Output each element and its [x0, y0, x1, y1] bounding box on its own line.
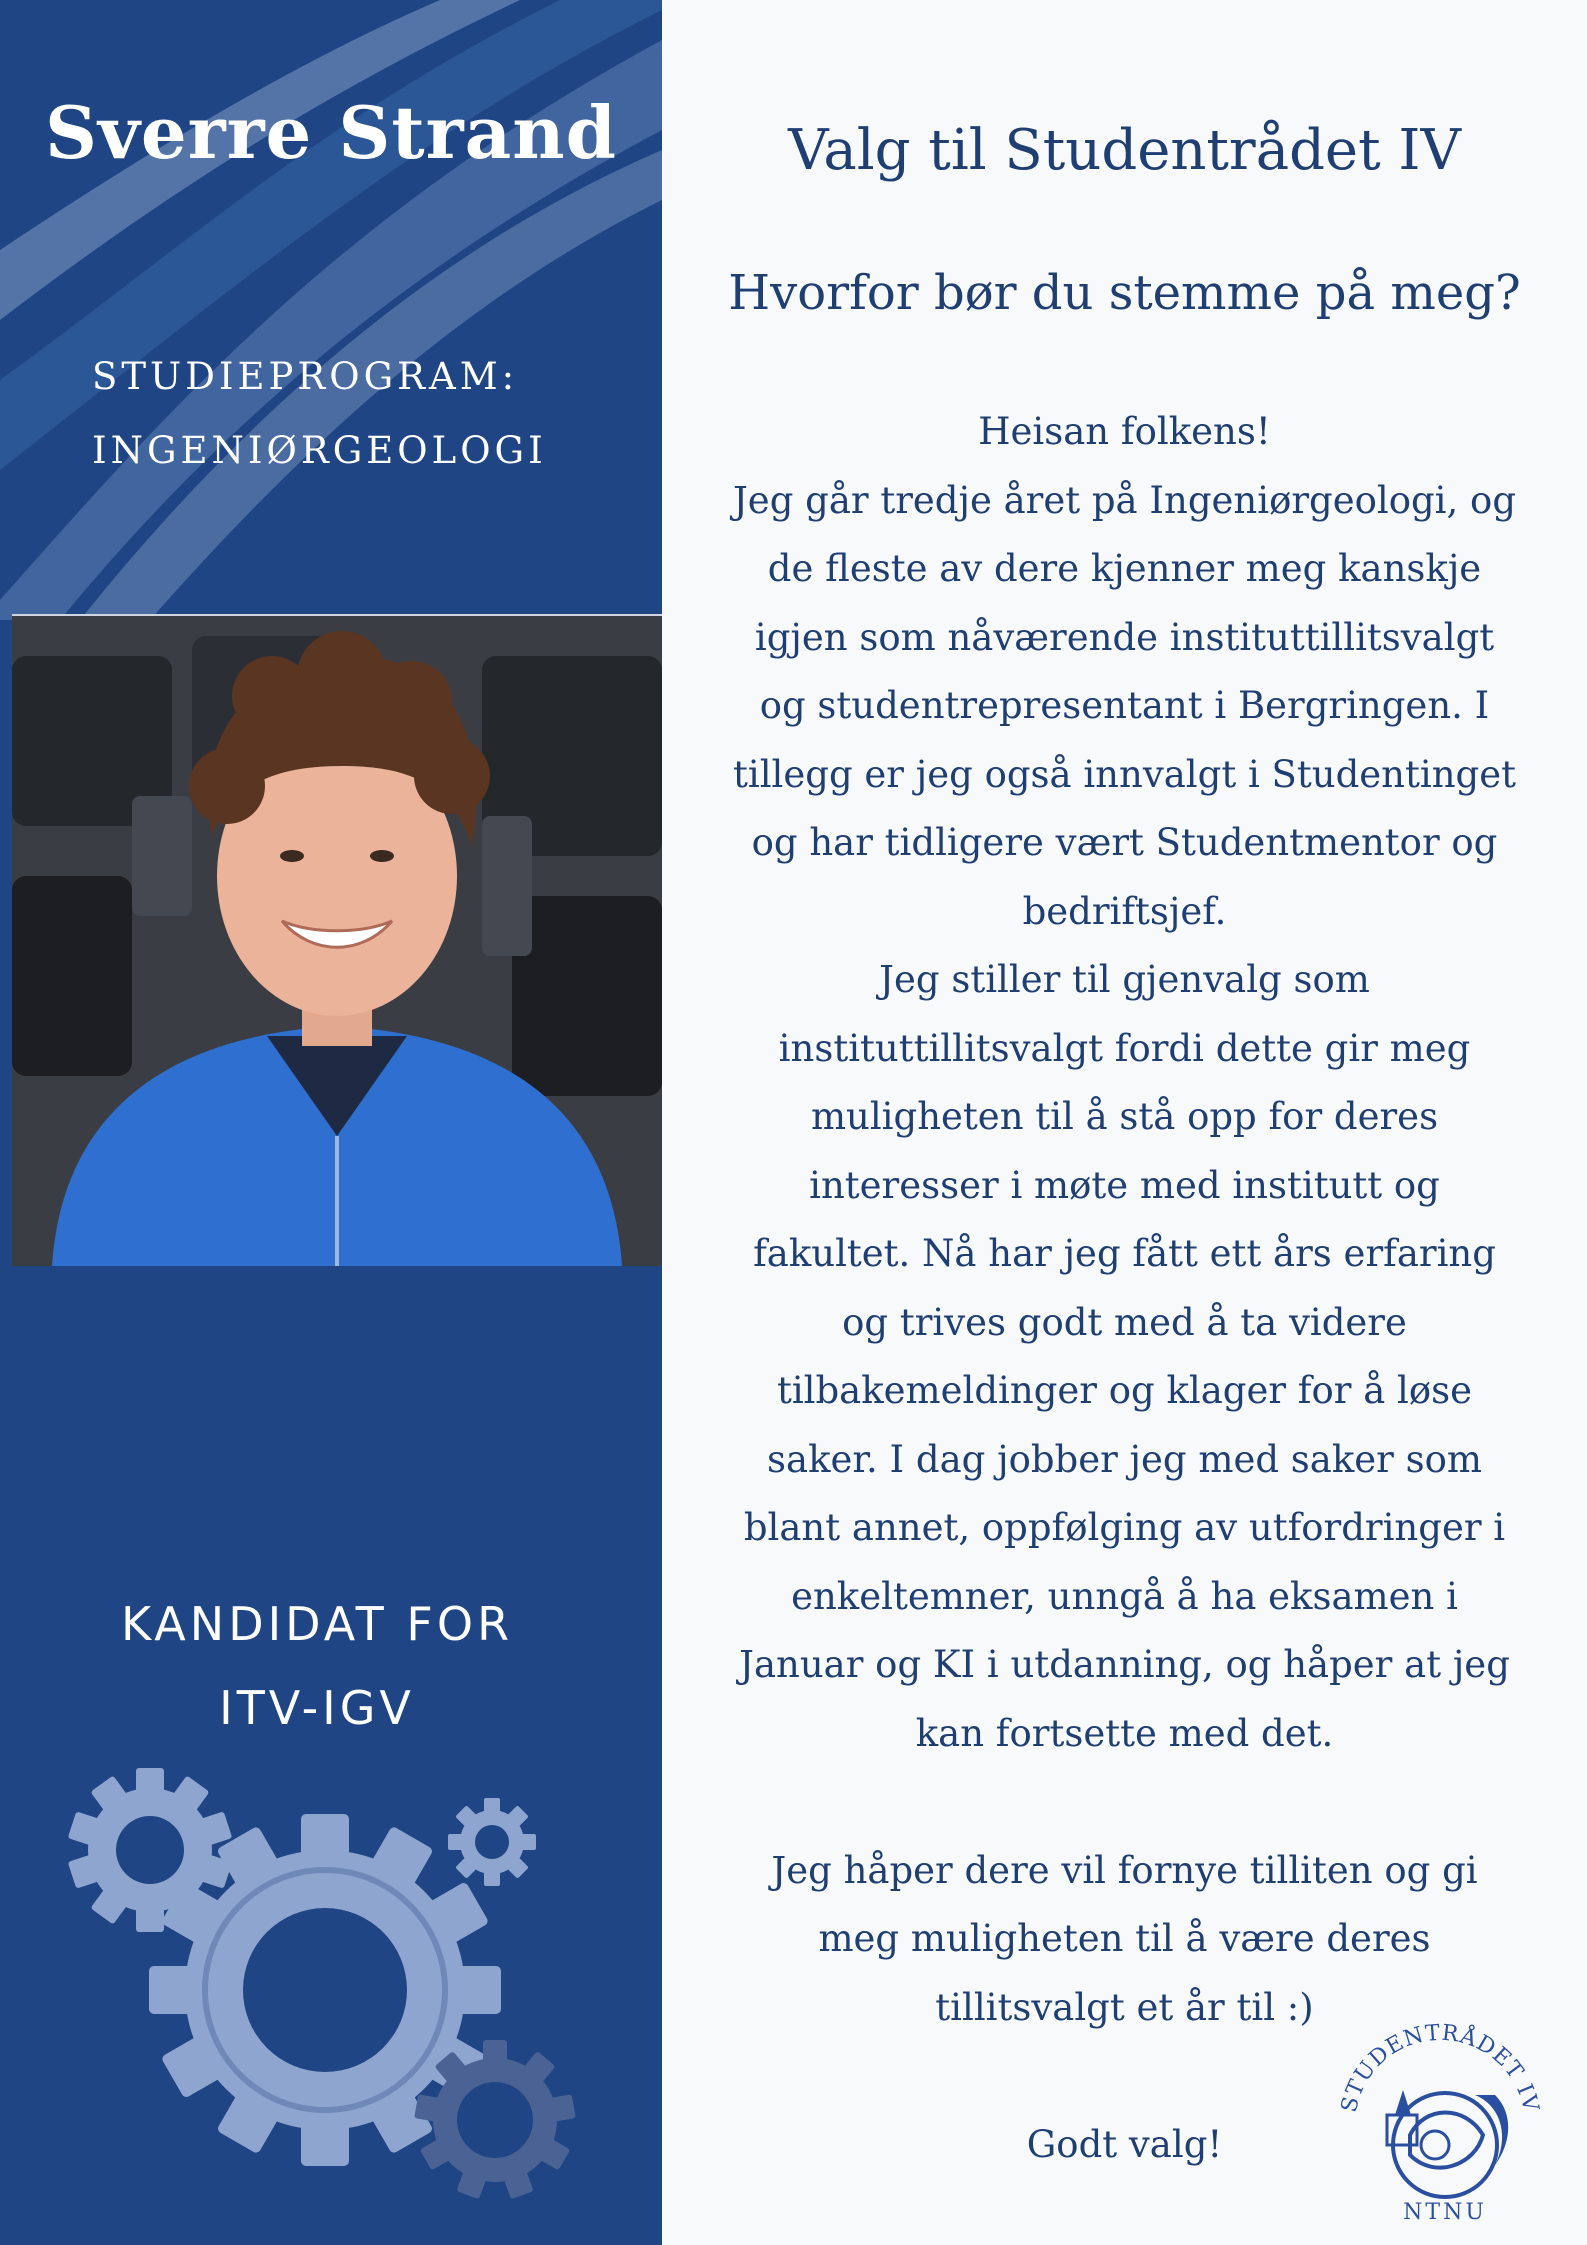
- body-line: kan fortsette med det.: [915, 1711, 1334, 1755]
- left-panel: [0, 0, 662, 2245]
- studentradet-logo: [1325, 1995, 1555, 2225]
- body-line: tillitsvalgt et år til :): [935, 1985, 1314, 2029]
- body-line: bedriftsjef.: [1022, 889, 1227, 933]
- study-program-value: INGENIØRGEOLOGI: [92, 429, 547, 472]
- logo-bottom-text: NTNU: [1403, 2200, 1487, 2225]
- svg-text:STUDENTRÅDET IV: [1337, 2020, 1543, 2114]
- study-program: [92, 340, 547, 488]
- body-line: de fleste av dere kjenner meg kanskje: [767, 547, 1482, 590]
- body-line: tillegg er jeg også innvalgt i Studentinget: [733, 752, 1516, 796]
- body-line: og studentrepresentant i Bergringen. I: [759, 684, 1490, 727]
- body-line: Jeg håper dere vil fornye tilliten og gi: [771, 1848, 1478, 1892]
- body-line: Jeg går tredje året på Ingeniørgeologi, og: [732, 478, 1517, 522]
- body-line: fakultet. Nå har jeg fått ett års erfaring: [753, 1232, 1496, 1275]
- body-line: og har tidligere vært Studentmentor og: [751, 821, 1498, 864]
- page-subtitle: Hvorfor bør du stemme på meg?: [728, 265, 1521, 321]
- body-line: blant annet, oppfølging av utfordringer i: [743, 1506, 1506, 1549]
- candidate-photo: [12, 614, 662, 1266]
- body-line: instituttillitsvalgt fordi dette gir meg: [778, 1026, 1471, 1070]
- body-line: Jeg stiller til gjenvalg som: [879, 958, 1370, 1001]
- body-line: meg muligheten til å være deres: [818, 1917, 1431, 1960]
- body-line: igjen som nåværende instituttillitsvalgt: [754, 615, 1495, 659]
- body-line: Heisan folkens!: [978, 410, 1271, 453]
- candidate-for: [0, 1582, 634, 1750]
- logo-arc-text: STUDENTRÅDET IV: [1336, 2020, 1544, 2115]
- body-line: Januar og KI i utdanning, og håper at jeg: [739, 1643, 1510, 1686]
- body-line: interesser i møte med institutt og: [809, 1163, 1440, 1207]
- body-line: muligheten til å stå opp for deres: [810, 1095, 1439, 1138]
- blank-line: [662, 1768, 1587, 1837]
- body-line: tilbakemeldinger og klager for å løse: [776, 1369, 1473, 1412]
- candidate-name: Sverre Strand: [45, 90, 617, 175]
- body-line: og trives godt med å ta videre: [842, 1300, 1407, 1344]
- body-text: [662, 398, 1587, 2179]
- gears-icon: [60, 1760, 620, 2200]
- page-title: Valg til Studentrådet IV: [788, 118, 1461, 183]
- study-program-label: STUDIEPROGRAM:: [92, 355, 519, 398]
- candidate-for-line2: ITV-IGV: [219, 1681, 415, 1735]
- body-line: Godt valg!: [1026, 2122, 1223, 2166]
- candidate-for-line1: KANDIDAT FOR: [120, 1597, 514, 1651]
- body-line: enkeltemner, unngå å ha eksamen i: [791, 1574, 1458, 1618]
- body-line: saker. I dag jobber jeg med saker som: [767, 1437, 1482, 1481]
